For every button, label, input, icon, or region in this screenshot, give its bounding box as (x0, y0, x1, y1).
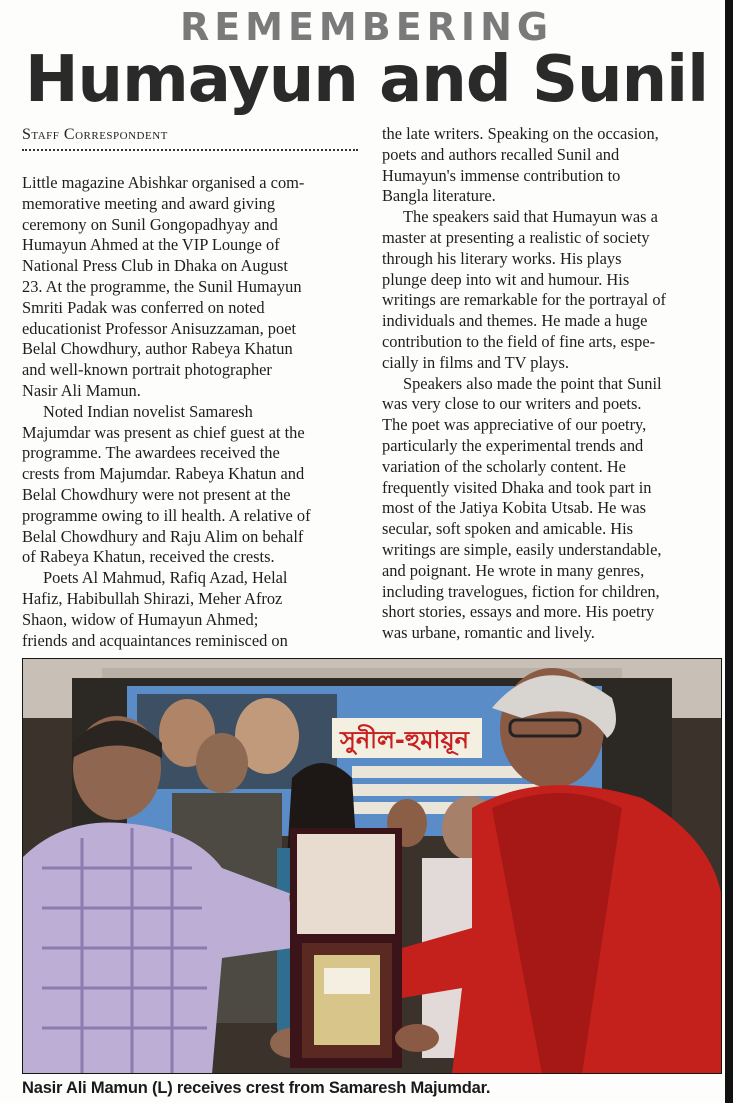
presenter-hand (395, 1024, 439, 1052)
crest-inscription (324, 968, 370, 994)
paragraph: The speakers said that Humayun was a master at presenting a realistic of society through his literary works. His plays plunge deep into wit and humour. His writings are remarkable for the portrayal of individuals and themes. He made a huge contribution to the field of fine arts, espe- cially in films and TV plays. (382, 207, 666, 372)
news-photo (22, 658, 722, 1074)
crest-lid-lining (297, 834, 395, 934)
headline: Humayun and Sunil (24, 43, 709, 117)
photo-illustration (22, 658, 722, 1074)
paragraph: Speakers also made the point that Sunil was very close to our writers and poets. The poet was appreciative of our poetry, particularly the experimental trends and variation of the scholarly content. He frequently visited Dhaka and took part in most of the Jatiya Kobita Utsab. He was secular, soft spoken and amicable. His writings are simple, easily understandable, and poignant. He wrote in many genres, including travelogues, fiction for children, short stories, essays and more. His poetry was urbane, romantic and lively. (382, 373, 662, 643)
paragraph: Poets Al Mahmud, Rafiq Azad, Helal Hafiz, Habibullah Shirazi, Meher Afroz Shaon, widow of Humayun Ahmed; friends and acquaintances reminisced on (22, 568, 288, 650)
paragraph: Little magazine Abishkar organised a com- memorative meeting and award giving ceremony on Sunil Gongopadhyay and Humayun Ahmed at the VIP Lounge of National Press Club in Dhaka on August 23. At the programme, the Sunil Humayun Smriti Padak was conferred on noted educationist Professor Anisuzzaman, poet Belal Chowdhury, author Rabeya Khatun and well-known portrait photographer Nasir Ali Mamun. (22, 173, 305, 400)
photo-caption: Nasir Ali Mamun (L) receives crest from Samaresh Majumdar. (22, 1079, 491, 1097)
byline: Staff Correspondent (22, 126, 168, 143)
kicker-heading: REMEMBERING (179, 5, 554, 49)
banner-line (352, 766, 522, 778)
banner-title: সুনীল-হুমায়ূন (340, 726, 469, 754)
paragraph: Noted Indian novelist Samaresh Majumdar was present as chief guest at the programme. The awardees received the crests from Majumdar. Rabeya Khatun and Belal Chowdhury were not present at the programme owing to ill health. A relative of Belal Chowdhury and Raju Alim on behalf of Rabeya Khatun, received the crests. (22, 401, 311, 567)
page-edge (725, 0, 733, 1103)
article-column-left (22, 173, 360, 651)
paragraph: the late writers. Speaking on the occasion, poets and authors recalled Sunil and Humayun's immense contribution to Bangla literature. (382, 124, 659, 206)
article-column-right (382, 124, 720, 644)
byline-divider (22, 149, 358, 151)
person-background-head (196, 733, 248, 793)
